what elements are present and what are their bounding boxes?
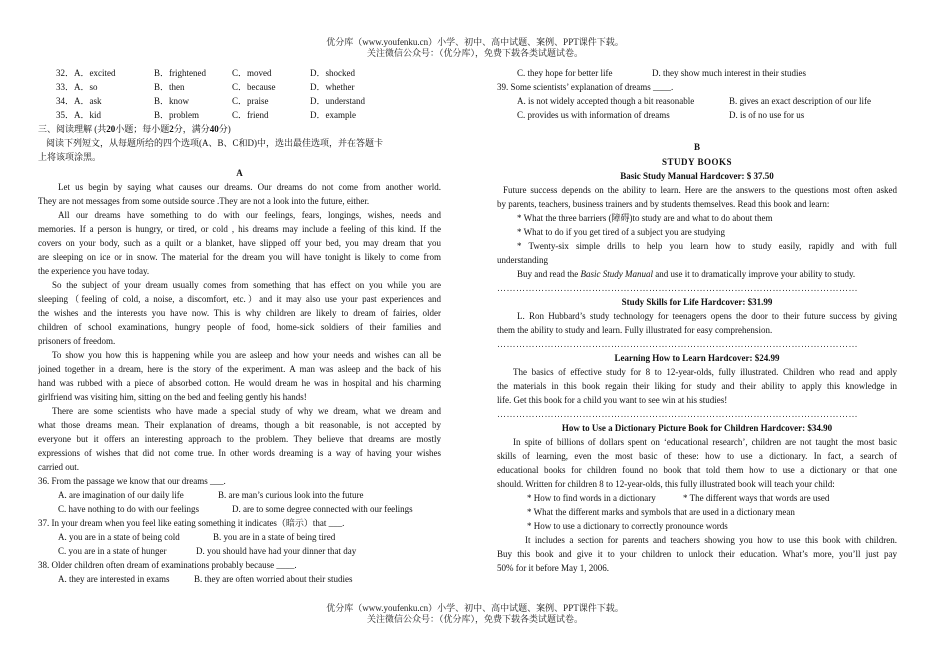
question-38-continued <box>517 66 897 80</box>
section-3-title: 三、阅读理解 (共20小题；每小题2分，满分40分) <box>38 124 231 134</box>
section-3-instruction-1: 阅读下列短文，从每题所给的四个选项(A、B、C和D)中，选出最佳选项，并在答题卡 <box>46 138 384 148</box>
question-36-option-d[interactable]: D. are to some degree connected with our feelings <box>232 504 413 514</box>
vocab-question-32: 32．A．excited B．frightened C．moved D．shocked <box>56 68 355 78</box>
passage-a-paragraph-3: So the subject of your dream usually comes from something that has effect on you while you are sleeping（feeling of cold, a noise, a discomfort, etc.）and it may also use your past experiences and the wishes and the interests you have now. This is why children are likely to dream of fairies, older children of school examinations, hungry people of food, home-sick soldiers of their families and prisoners of freedom. <box>38 280 441 346</box>
question-39-option-a[interactable]: A. is not widely accepted though a bit reasonable <box>517 96 695 106</box>
question-37 <box>38 516 441 558</box>
question-37-option-c[interactable]: C. you are in a state of hunger <box>58 546 167 556</box>
question-38-option-c[interactable]: C. they hope for better life <box>517 68 613 78</box>
vocab-question-34: 34．A．ask B．know C．praise D．understand <box>56 96 365 106</box>
question-36 <box>38 474 441 516</box>
page-header <box>0 37 950 59</box>
separator-3: …………………………………………………………………………………………………… <box>497 409 858 419</box>
question-36-option-c[interactable]: C. have nothing to do with our feelings <box>58 504 199 514</box>
question-36-option-a[interactable]: A. are imagination of our daily life <box>58 490 184 500</box>
book-learning-how-to-learn: Learning How to Learn Hardcover: $24.99 The basics of effective study for 8 to 12-year-olds, fully illustrated. Children who read and apply the materials in this book regain their liking for study and their ability to apply this knowledge in life. Get this book for a child you want to see win at his studies! <box>497 353 897 405</box>
left-column <box>38 66 441 586</box>
question-39-option-c[interactable]: C. provides us with information of dreams <box>517 110 670 120</box>
question-37-option-a[interactable]: A. you are in a state of being cold <box>58 532 180 542</box>
section-3-instruction-2: 上将该项涂黑。 <box>38 152 102 162</box>
question-36-stem: 36. From the passage we know that our dreams ___. <box>38 476 226 486</box>
separator-2: …………………………………………………………………………………………………… <box>497 339 858 349</box>
question-39-option-b[interactable]: B. gives an exact description of our life <box>729 96 871 106</box>
book-2-title: Study Skills for Life Hardcover: $31.99 <box>621 297 773 307</box>
question-38-option-a[interactable]: A. they are interested in exams <box>58 574 170 584</box>
question-39-option-d[interactable]: D. is of no use for us <box>729 110 805 120</box>
book-basic-study-manual: Basic Study Manual Hardcover: $ 37.50 Future success depends on the ability to learn. Here are the answers to the questions most often asked by parents, teachers, business trainers and by students themselves. Read this book and learn: * What the three barriers (障碍)to study are and what to do about them * What to do if you get tired of a subject you are studying * Twenty-six simple drills to help you learn how to study easily, rapidly and with full understanding Buy and read the Basic Study Manual and use it to dramatically improve your ability to study. <box>497 171 897 279</box>
question-38 <box>38 558 441 586</box>
book-study-skills-for-life: Study Skills for Life Hardcover: $31.99 L. Ron Hubbard’s study technology for teenagers opens the door to their future success by giving them the ability to study and learn. Fully illustrated for easy comprehension. <box>497 297 897 335</box>
book-1-title: Basic Study Manual Hardcover: $ 37.50 <box>620 171 774 181</box>
footer-line-2: 关注微信公众号：（优分库），免费下载各类试题试卷。 <box>366 614 583 624</box>
vocab-question-33: 33．A．so B．then C．because D．whether <box>56 82 355 92</box>
page-footer <box>0 603 950 625</box>
question-38-stem: 38. Older children often dream of examinations probably because ____. <box>38 560 297 570</box>
passage-b-letter: B <box>693 142 700 152</box>
passage-a-paragraph-5: There are some scientists who have made a special study of why we dream, what we dream and what those dreams mean. Their explanation of dreams, though a bit reasonable, is not accepted by everyone but it offers an interesting approach to the problem. They believe that dreams are mostly expressions of wishes that did not come true. In other words dreaming is a way of having your wishes carried out. <box>38 406 441 472</box>
vocab-question-35: 35．A．kid B．problem C．friend D．example <box>56 110 356 120</box>
passage-a-letter: A <box>236 168 243 178</box>
right-column <box>497 66 897 575</box>
header-line-1: 优分库（www.youfenku.cn）小学、初中、高中试题、案例、PPT课件下载。 <box>326 37 624 47</box>
book-3-title: Learning How to Learn Hardcover: $24.99 <box>614 353 780 363</box>
passage-a-paragraph-4: To show you how this is happening while you are asleep and how your needs and wishes can all be joined together in a dream, here is the story of the experiment. A man was asleep and the back of his hand was rubbed with a piece of absorbed cotton. He would dream he was in hospital and his charming girlfriend was visiting him, sitting on the bed and feeling gently his hands! <box>38 350 441 402</box>
footer-line-1: 优分库（www.youfenku.cn）小学、初中、高中试题、案例、PPT课件下载。 <box>326 603 624 613</box>
passage-b-heading: STUDY BOOKS <box>662 157 732 167</box>
question-37-stem: 37. In your dream when you feel like eating something it indicates（暗示）that ___. <box>38 518 345 528</box>
book-dictionary-picture-book: How to Use a Dictionary Picture Book for Children Hardcover: $34.90 In spite of billions of dollars spent on ‘educational research’, children are not taught the most basic skills of learning, even the most basic of these: how to use a dictionary. In fact, a search of educational books for children found no book that told them how to use a dictionary or that one should. Written for children 8 to 12-year-olds, this fully illustrated book will teach your child: * How to find words in a dictionary * The different ways that words are used * What the different marks and symbols that are used in a dictionary mean * How to use a dictionary to correctly pronounce words It includes a section for parents and teachers showing you how to use this book with children. Buy this book and give it to your children to unlock their education. What’s more, you’ll just pay 50% for it before May 1, 2006. <box>497 423 897 573</box>
question-37-option-b[interactable]: B. you are in a state of being tired <box>213 532 336 542</box>
header-line-2: 关注微信公众号：（优分库），免费下载各类试题试卷。 <box>366 48 583 58</box>
passage-a-paragraph-2: All our dreams have something to do with our feelings, fears, longings, wishes, needs and memories. If a person is hungry, or tired, or cold , his dreams may include a feeling of this kind. If the covers on your body, such as a quilt or a blanket, have slipped off your bed, you may dream that you are sleeping on ice or in snow. The material for the dream you will have tonight is likely to come from the experience you have today. <box>38 210 441 276</box>
question-38-option-d[interactable]: D. they show much interest in their studies <box>652 68 806 78</box>
passage-a-paragraph-1: Let us begin by saying what causes our dreams. Our dreams do not come from another world. They are not messages from some outside source .They are not a look into the future, either. <box>38 182 441 206</box>
separator-1: …………………………………………………………………………………………………… <box>497 283 858 293</box>
question-38-option-b[interactable]: B. they are often worried about their studies <box>194 574 353 584</box>
question-36-option-b[interactable]: B. are man’s curious look into the future <box>218 490 364 500</box>
question-39 <box>497 80 897 122</box>
question-39-stem: 39. Some scientists’ explanation of dreams ____. <box>497 82 674 92</box>
book-4-title: How to Use a Dictionary Picture Book for Children Hardcover: $34.90 <box>561 423 833 433</box>
question-37-option-d[interactable]: D. you should have had your dinner that day <box>196 546 357 556</box>
